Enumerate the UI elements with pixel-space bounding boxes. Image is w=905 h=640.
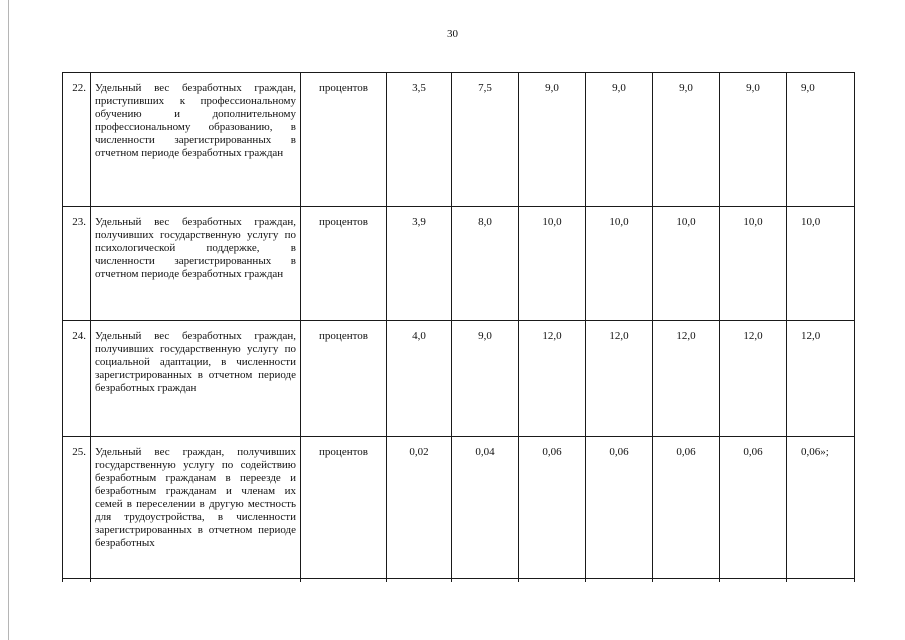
unit-cell: процентов	[301, 73, 387, 207]
table-row	[63, 73, 855, 207]
value-cell: 10,0	[653, 207, 720, 321]
value-cell: 9,0	[452, 321, 519, 437]
value-cell: 12,0	[720, 321, 787, 437]
indicator-description-text: Удельный вес граждан, получивших государственную услугу по содействию безработным гражданам в переезде и безработным гражданам и членам их семей в переселении в другую местность для трудоустройства, в численности зарегистрированных в отчетном периоде безработных	[95, 446, 296, 549]
row-number: 22.	[63, 73, 91, 207]
unit-cell: процентов	[301, 321, 387, 437]
table-row	[63, 321, 855, 437]
indicator-description: Удельный вес безработных граждан, приступивших к профессиональному обучению и дополнительному профессиональному образованию, в численности зарегистрированных в отчетном периоде безработных граждан	[91, 73, 301, 207]
value-cell: 9,0	[653, 73, 720, 207]
value-cell: 10,0	[787, 207, 855, 321]
unit-cell: процентов	[301, 437, 387, 583]
row-number: 25.	[63, 437, 91, 583]
value-cell: 0,06»;	[787, 437, 855, 583]
value-cell: 4,0	[387, 321, 452, 437]
indicator-description: Удельный вес безработных граждан, получивших государственную услугу по психологической поддержке, в численности зарегистрированных в отчетном периоде безработных граждан	[91, 207, 301, 321]
value-cell: 3,9	[387, 207, 452, 321]
value-cell: 8,0	[452, 207, 519, 321]
value-cell: 10,0	[720, 207, 787, 321]
table-row	[63, 207, 855, 321]
unit-cell: процентов	[301, 207, 387, 321]
indicators-table	[62, 72, 855, 582]
value-cell: 3,5	[387, 73, 452, 207]
value-cell: 12,0	[653, 321, 720, 437]
value-cell: 0,04	[452, 437, 519, 583]
value-cell: 12,0	[787, 321, 855, 437]
row-number: 24.	[63, 321, 91, 437]
row-number: 23.	[63, 207, 91, 321]
table-bottom-border	[62, 578, 854, 579]
value-cell: 12,0	[519, 321, 586, 437]
page-margin-line	[8, 0, 9, 640]
page-number: 30	[447, 28, 458, 40]
value-cell: 7,5	[452, 73, 519, 207]
table-row	[63, 437, 855, 583]
value-cell: 9,0	[720, 73, 787, 207]
indicator-description	[91, 437, 301, 583]
value-cell: 0,06	[586, 437, 653, 583]
indicator-description: Удельный вес безработных граждан, получивших государственную услугу по социальной адаптации, в численности зарегистрированных в отчетном периоде безработных граждан	[91, 321, 301, 437]
value-cell: 9,0	[787, 73, 855, 207]
value-cell: 10,0	[586, 207, 653, 321]
value-cell: 0,06	[653, 437, 720, 583]
value-cell: 0,02	[387, 437, 452, 583]
value-cell: 0,06	[720, 437, 787, 583]
value-cell: 0,06	[519, 437, 586, 583]
value-cell: 9,0	[586, 73, 653, 207]
value-cell: 10,0	[519, 207, 586, 321]
value-cell: 9,0	[519, 73, 586, 207]
value-cell: 12,0	[586, 321, 653, 437]
